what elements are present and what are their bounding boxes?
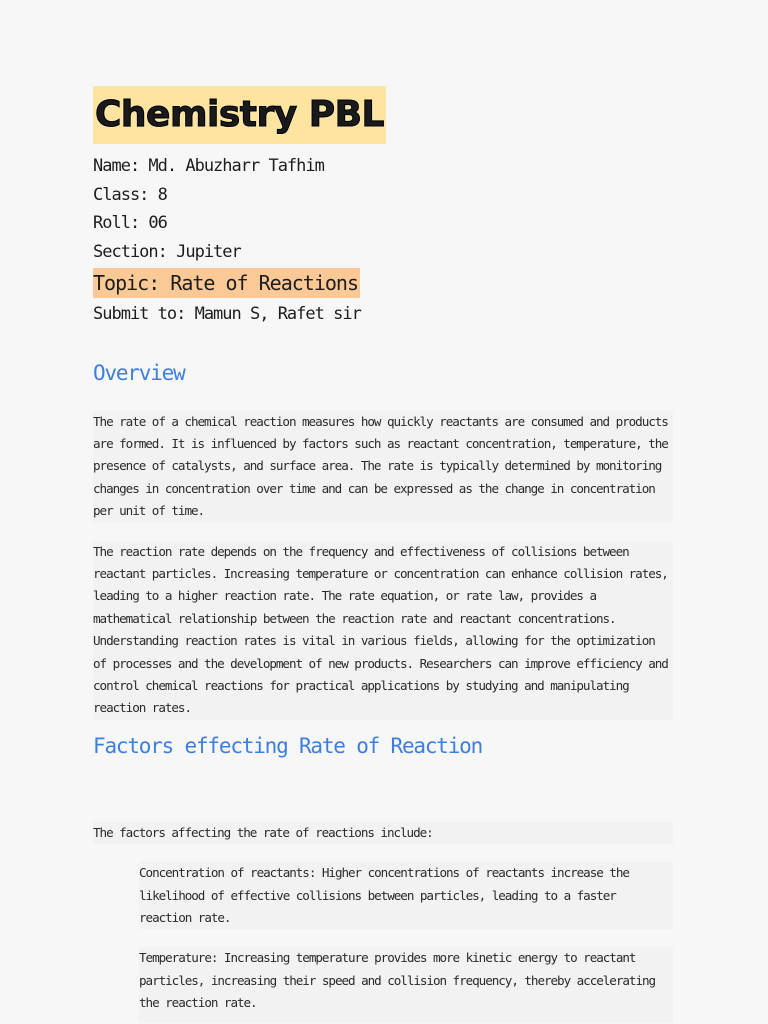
student-name: Name: Md. Abuzharr Tafhim [93,156,324,176]
overview-paragraph-1: The rate of a chemical reaction measures how quickly reactants are consumed and products are formed. It is influenced by factors such as reactant concentration, temperature, the presence of catalysts, and surface area. The rate is typically determined by monitoring changes in concentration over time and can be expressed as the change in concentration per unit of time. [93,411,673,523]
overview-paragraph-2: The reaction rate depends on the frequency and effectiveness of collisions between reactant particles. Increasing temperature or concentration can enhance collision rates, leading to a higher reaction rate. The rate equation, or rate law, provides a mathematical relationship between the reaction rate and reactant concentrations. Understanding reaction rates is vital in various fields, allowing for the optimization of processes and the development of new products. Researchers can improve efficiency and control chemical reactions for practical applications by studying and manipulating reaction rates. [93,541,673,720]
factors-intro: The factors affecting the rate of reactions include: [93,822,673,844]
list-item: Concentration of reactants: Higher concentrations of reactants increase the likelihood of effective collisions between particles, leading to a faster reaction rate. [139,862,673,929]
topic-line: Topic: Rate of Reactions [93,268,360,298]
student-section: Section: Jupiter [93,241,241,262]
overview-heading: Overview [93,360,185,385]
student-roll: Roll: 06 [93,213,167,233]
factors-heading: Factors effecting Rate of Reaction [93,733,483,758]
list-item: Temperature: Increasing temperature provides more kinetic energy to reactant particles, increasing their speed and collision frequency, thereby accelerating the reaction rate. [139,947,673,1022]
factors-list [139,862,673,1022]
submit-to: Submit to: Mamun S, Rafet sir [93,304,361,324]
student-class: Class: 8 [93,184,167,205]
document-page [93,86,673,1023]
document-title: Chemistry PBL [93,86,386,144]
student-info [93,152,673,329]
